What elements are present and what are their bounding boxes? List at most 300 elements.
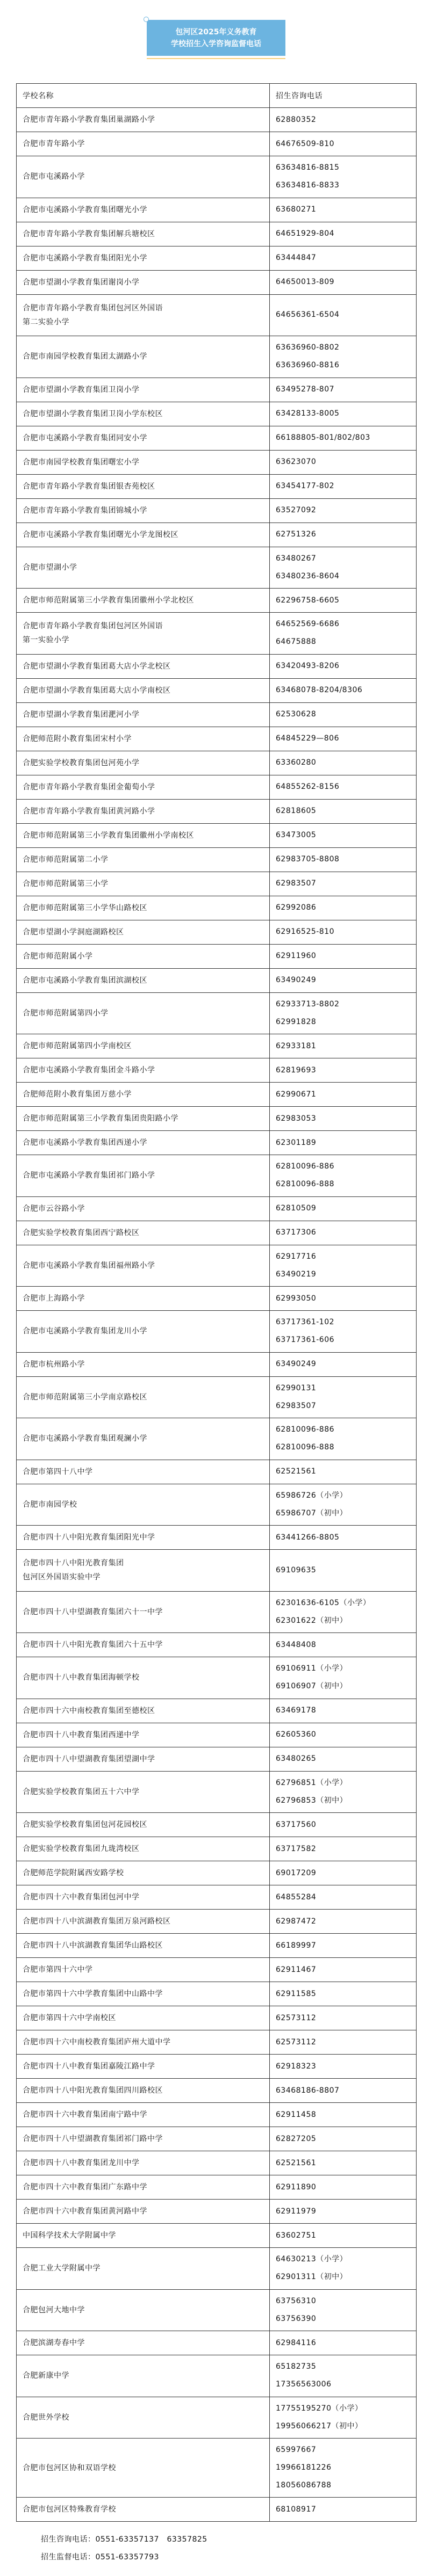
school-name: 合肥市四十八中阳光教育集团四川路校区 <box>23 2086 163 2095</box>
phone-number: 63480236-8604 <box>276 571 340 580</box>
school-name: 合肥市四十六中南校教育集团庐州大道中学 <box>23 2038 171 2047</box>
phone-cell <box>270 613 417 655</box>
school-name: 合肥市望湖小学 <box>23 563 77 572</box>
phone-number: 62301622（初中） <box>276 1616 348 1625</box>
school-name-cell <box>17 1083 270 1107</box>
school-name: 合肥新康中学 <box>23 2371 69 2381</box>
phone-cell <box>270 2289 417 2331</box>
phone-number: 63495278-807 <box>276 385 335 394</box>
phone-cell <box>270 2175 417 2200</box>
phone-number: 18056086788 <box>276 2481 332 2490</box>
table-row <box>17 246 417 270</box>
school-name: 合肥市望湖小学教育集团卫岗小学东校区 <box>23 409 163 418</box>
school-name: 合肥包河大地中学 <box>23 2305 85 2314</box>
phone-number: 63680271 <box>276 205 317 214</box>
phone-cell <box>270 1958 417 1982</box>
school-name: 合肥市师范附属第四小学南校区 <box>23 1042 132 1050</box>
phone-cell <box>270 1885 417 1910</box>
phone-number: 63441266-8805 <box>276 1533 340 1542</box>
table-row <box>17 2331 417 2355</box>
title-line-2: 学校招生入学咨询监督电话 <box>171 39 261 48</box>
table-row <box>17 474 417 498</box>
school-name-cell <box>17 1155 270 1197</box>
title-box <box>147 20 285 56</box>
phone-cell <box>270 1747 417 1771</box>
school-name: 合肥市四十八中阳光教育集团阳光中学 <box>23 1533 155 1542</box>
table-row <box>17 198 417 222</box>
phone-number: 62911890 <box>276 2182 317 2192</box>
phone-number: 62991828 <box>276 1017 317 1026</box>
phone-cell <box>270 654 417 678</box>
phone-number: 17356563006 <box>276 2380 332 2389</box>
phone-number: 63490219 <box>276 1269 317 1279</box>
phone-number: 63480267 <box>276 554 317 563</box>
table-row <box>17 1591 417 1633</box>
phone-number: 63634816-8815 <box>276 163 340 172</box>
table-row <box>17 1196 417 1221</box>
phone-number: 65997667 <box>276 2446 317 2454</box>
phone-number: 63623070 <box>276 458 317 466</box>
phone-cell <box>270 1460 417 1484</box>
school-name: 合肥市第四十六中学 <box>23 1965 93 1974</box>
phone-number: 62810509 <box>276 1204 317 1213</box>
phone-number: 62296758-6605 <box>276 596 340 605</box>
table-row <box>17 1034 417 1058</box>
phone-cell <box>270 968 417 992</box>
phone-number: 64656361-6504 <box>276 310 340 320</box>
table-row <box>17 1747 417 1771</box>
school-name-cell <box>17 1591 270 1633</box>
school-name-cell <box>17 1958 270 1982</box>
school-name: 合肥市四十六中教育集团广东路中学 <box>23 2183 147 2192</box>
school-name-cell <box>17 1376 270 1418</box>
phone-number: 63636960-8802 <box>276 343 340 352</box>
table-row <box>17 1813 417 1837</box>
phone-number: 19956066217（初中） <box>276 2421 363 2430</box>
phone-number: 65986726（小学） <box>276 1491 348 1500</box>
school-name-cell <box>17 222 270 246</box>
table-row <box>17 2127 417 2151</box>
table-row <box>17 1376 417 1418</box>
phone-cell <box>270 198 417 222</box>
phone-cell <box>270 702 417 727</box>
phone-number: 62819693 <box>276 1065 317 1075</box>
school-name-cell <box>17 498 270 523</box>
table-row <box>17 547 417 589</box>
school-name: 合肥市屯溪路小学教育集团西递小学 <box>23 1138 147 1147</box>
school-name-cell <box>17 474 270 498</box>
table-row <box>17 1311 417 1353</box>
school-name-cell <box>17 799 270 823</box>
phone-cell <box>270 1083 417 1107</box>
phone-cell <box>270 944 417 968</box>
school-name-cell <box>17 678 270 702</box>
school-name: 合肥市屯溪路小学教育集团观澜小学 <box>23 1434 147 1443</box>
school-name-cell <box>17 847 270 872</box>
table-row <box>17 1083 417 1107</box>
table-row <box>17 589 417 613</box>
phone-number: 62573112 <box>276 2013 317 2022</box>
phone-number: 64675888 <box>276 637 317 647</box>
table-row <box>17 1934 417 1958</box>
phone-number: 66189997 <box>276 1941 317 1950</box>
school-name-cell <box>17 402 270 426</box>
phone-cell <box>270 1982 417 2006</box>
school-name: 合肥市望湖小学教育集团谢岗小学 <box>23 278 140 287</box>
school-name-cell <box>17 2055 270 2079</box>
supervise-phone-line: 招生监督电话：0551-63357793 <box>41 2553 159 2562</box>
phone-number: 66188805-801/802/803 <box>276 433 370 442</box>
phone-number: 62990131 <box>276 1383 317 1392</box>
table-row <box>17 727 417 751</box>
phone-cell <box>270 1155 417 1197</box>
school-name-cell <box>17 1245 270 1287</box>
table-row <box>17 1418 417 1460</box>
school-name: 合肥市四十八中望湖教育集团六十一中学 <box>23 1607 163 1616</box>
table-row <box>17 1861 417 1885</box>
table-row <box>17 2103 417 2127</box>
phone-cell <box>270 1633 417 1657</box>
phone-cell <box>270 2200 417 2224</box>
school-name-cell <box>17 1526 270 1550</box>
phone-number: 62810096-888 <box>276 1180 335 1189</box>
phone-number: 62911458 <box>276 2110 317 2119</box>
school-name-cell <box>17 1885 270 1910</box>
school-name: 合肥市屯溪路小学教育集团阳光小学 <box>23 253 147 263</box>
school-name-cell <box>17 132 270 156</box>
phone-cell <box>270 589 417 613</box>
phone-cell <box>270 1131 417 1155</box>
school-name: 合肥实验学校教育集团包河花园校区 <box>23 1820 147 1829</box>
phone-cell <box>270 896 417 920</box>
phone-number: 63717560 <box>276 1820 317 1829</box>
school-name-cell <box>17 1861 270 1885</box>
school-name: 合肥市四十八中滨湖教育集团华山路校区 <box>23 1941 163 1950</box>
phone-number: 64845229—806 <box>276 734 339 743</box>
dot-ornament-icon <box>144 17 149 22</box>
phone-cell <box>270 2127 417 2151</box>
phone-number: 62983507 <box>276 1401 317 1410</box>
table-row <box>17 2248 417 2290</box>
table-row <box>17 2289 417 2331</box>
table-row <box>17 270 417 294</box>
phone-number: 62933181 <box>276 1041 317 1050</box>
phone-number: 63634816-8833 <box>276 181 340 190</box>
phone-cell <box>270 2006 417 2030</box>
phone-number: 62810096-888 <box>276 1443 335 1452</box>
table-row <box>17 1837 417 1861</box>
table-row <box>17 2055 417 2079</box>
school-name: 合肥市杭州路小学 <box>23 1360 85 1369</box>
phone-cell <box>270 1058 417 1083</box>
table-row <box>17 2006 417 2030</box>
table-row <box>17 2397 417 2439</box>
school-name-cell <box>17 1107 270 1131</box>
footer-contacts <box>41 2531 207 2566</box>
table-row <box>17 222 417 246</box>
school-name: 合肥市师范附属第四小学 <box>23 1008 109 1018</box>
phone-number: 65986707（初中） <box>276 1508 348 1518</box>
school-name-cell <box>17 1311 270 1353</box>
school-name-cell <box>17 450 270 474</box>
phone-cell <box>270 1311 417 1353</box>
phone-number: 63469178 <box>276 1706 317 1715</box>
phone-cell <box>270 1657 417 1699</box>
school-name-cell <box>17 1418 270 1460</box>
table-row <box>17 2439 417 2498</box>
table-row <box>17 823 417 847</box>
table-row <box>17 1058 417 1083</box>
phone-number: 62983053 <box>276 1114 317 1123</box>
school-name: 合肥市师范附属第三小学教育集团徽州小学北校区 <box>23 596 194 605</box>
phone-number: 69109635 <box>276 1565 317 1574</box>
phone-cell <box>270 2151 417 2175</box>
phone-cell <box>270 1699 417 1723</box>
phone-number: 63448408 <box>276 1640 317 1649</box>
table-row <box>17 613 417 655</box>
phone-number: 64651929-804 <box>276 229 335 238</box>
phone-number: 62810096-886 <box>276 1425 335 1434</box>
school-name-cell <box>17 968 270 992</box>
phone-number: 62987472 <box>276 1917 317 1926</box>
phone-number: 63473005 <box>276 831 317 839</box>
phone-cell <box>270 1910 417 1934</box>
table-row <box>17 1633 417 1657</box>
table-row <box>17 2030 417 2055</box>
school-name-cell <box>17 613 270 655</box>
table-row <box>17 920 417 944</box>
table-row <box>17 1352 417 1376</box>
table-row <box>17 1885 417 1910</box>
school-name: 合肥市师范附属第三小学华山路校区 <box>23 903 147 912</box>
school-name-cell <box>17 1934 270 1958</box>
school-name: 合肥市四十八中望湖教育集团望湖中学 <box>23 1754 155 1764</box>
table-row <box>17 751 417 775</box>
phone-cell <box>270 920 417 944</box>
phone-cell <box>270 2079 417 2103</box>
phone-cell <box>270 1934 417 1958</box>
phone-cell <box>270 222 417 246</box>
school-name: 合肥工业大学附属中学 <box>23 2264 101 2273</box>
phone-number: 63468078-8204/8306 <box>276 686 363 694</box>
phone-cell <box>270 1034 417 1058</box>
table-row <box>17 2079 417 2103</box>
phone-cell <box>270 2331 417 2355</box>
school-name-cell <box>17 2439 270 2498</box>
phone-number: 62521561 <box>276 1467 317 1476</box>
phone-number: 17755195270（小学） <box>276 2404 363 2413</box>
school-name: 合肥市望湖小学教育集团葛大店小学北校区 <box>23 662 171 671</box>
phone-cell <box>270 872 417 896</box>
phone-cell <box>270 1591 417 1633</box>
table-row <box>17 1771 417 1813</box>
table-row <box>17 2355 417 2397</box>
phone-cell <box>270 1196 417 1221</box>
phone-number: 62911979 <box>276 2207 317 2216</box>
phone-number: 63527092 <box>276 506 317 514</box>
school-name-cell <box>17 702 270 727</box>
table-row <box>17 2175 417 2200</box>
phone-cell <box>270 775 417 799</box>
school-name: 合肥市南园学校教育集团太湖路小学 <box>23 352 147 361</box>
school-name-cell <box>17 589 270 613</box>
phone-cell <box>270 270 417 294</box>
phone-number: 19966181226 <box>276 2463 332 2472</box>
phone-number: 62901311（初中） <box>276 2273 348 2282</box>
title-line-1: 包河区2025年义务教育 <box>175 27 257 37</box>
table-row <box>17 1958 417 1982</box>
title-underline <box>147 58 285 59</box>
table-row <box>17 1107 417 1131</box>
school-name: 合肥滨湖寿春中学 <box>23 2339 85 2347</box>
table-row <box>17 2200 417 2224</box>
phone-cell <box>270 847 417 872</box>
phone-number: 63717361-606 <box>276 1336 335 1345</box>
phone-cell <box>270 727 417 751</box>
school-name: 合肥市四十六中教育集团南宁路中学 <box>23 2110 147 2119</box>
school-name: 合肥市屯溪路小学教育集团福州路小学 <box>23 1261 155 1270</box>
school-name-cell <box>17 108 270 132</box>
phone-number: 62301636-6105（小学） <box>276 1598 371 1607</box>
school-name-cell <box>17 294 270 336</box>
phone-number: 62983705-8808 <box>276 855 340 863</box>
table-row <box>17 378 417 402</box>
phone-number: 69106907（初中） <box>276 1682 348 1691</box>
school-name-cell <box>17 1837 270 1861</box>
phone-cell <box>270 1245 417 1287</box>
school-name: 合肥市第四十六中学教育集团中山路中学 <box>23 1990 163 1998</box>
phone-cell <box>270 336 417 378</box>
table-row <box>17 523 417 547</box>
school-name-cell <box>17 727 270 751</box>
table-row <box>17 847 417 872</box>
header-phone: 招生咨询电话 <box>270 84 417 108</box>
table-row <box>17 450 417 474</box>
header-school-name: 学校名称 <box>17 84 270 108</box>
school-name: 合肥市师范附属第三小学教育集团徽州小学南校区 <box>23 831 194 840</box>
school-name: 合肥市屯溪路小学教育集团曙光小学 <box>23 205 147 214</box>
phone-cell <box>270 1107 417 1131</box>
school-name: 合肥世外学校 <box>23 2413 69 2422</box>
phone-number: 62810096-886 <box>276 1162 335 1171</box>
phone-number: 63360280 <box>276 758 317 767</box>
school-name: 合肥市屯溪路小学教育集团祁门路小学 <box>23 1171 155 1180</box>
phone-number: 64630213（小学） <box>276 2255 348 2264</box>
school-name: 合肥市上海路小学 <box>23 1294 85 1303</box>
table-row <box>17 1287 417 1311</box>
table-row <box>17 992 417 1034</box>
table-header-row <box>17 84 417 108</box>
school-name: 合肥市青年路小学教育集团黄河路小学 <box>23 807 155 816</box>
school-name-cell <box>17 1813 270 1837</box>
school-name: 合肥市师范附属第三小学 <box>23 879 109 888</box>
school-name: 合肥师范学院附属西安路学校 <box>23 1869 124 1877</box>
phone-number: 62796851（小学） <box>276 1778 348 1787</box>
school-name: 合肥市师范附属第三小学教育集团贵阳路小学 <box>23 1114 178 1123</box>
school-name: 合肥市四十八中滨湖教育集团万泉河路校区 <box>23 1917 171 1926</box>
school-name: 合肥市青年路小学教育集团金葡萄小学 <box>23 782 155 792</box>
table-row <box>17 132 417 156</box>
table-row <box>17 294 417 336</box>
school-name-cell <box>17 920 270 944</box>
phone-cell <box>270 402 417 426</box>
school-name: 合肥市四十八中阳光教育集团 <box>23 1559 124 1568</box>
school-name: 合肥市包河区协和双语学校 <box>23 2463 116 2472</box>
phone-cell <box>270 678 417 702</box>
phone-cell <box>270 799 417 823</box>
phone-number: 62827205 <box>276 2134 317 2143</box>
table-row <box>17 1484 417 1526</box>
table-row <box>17 2224 417 2248</box>
school-name-cell <box>17 1484 270 1526</box>
table-row <box>17 944 417 968</box>
phone-cell <box>270 156 417 198</box>
phone-number: 62918323 <box>276 2062 317 2071</box>
phone-number: 62916525-810 <box>276 927 335 936</box>
school-name-cell <box>17 1131 270 1155</box>
phone-cell <box>270 2397 417 2439</box>
school-contact-table <box>16 83 417 2522</box>
school-name-cell <box>17 1352 270 1376</box>
table-row <box>17 968 417 992</box>
phone-number: 62796853（初中） <box>276 1796 348 1805</box>
school-name-cell <box>17 2498 270 2522</box>
table-row <box>17 336 417 378</box>
phone-cell <box>270 2224 417 2248</box>
school-name-cell <box>17 1633 270 1657</box>
table-row <box>17 799 417 823</box>
school-name: 合肥市屯溪路小学教育集团曙光小学龙图校区 <box>23 530 178 539</box>
phone-number: 62521561 <box>276 2158 317 2167</box>
phone-cell <box>270 1837 417 1861</box>
school-name: 中国科学技术大学附属中学 <box>23 2231 116 2240</box>
phone-cell <box>270 1287 417 1311</box>
school-name: 合肥市四十八中教育集团嘉陵江路中学 <box>23 2062 155 2071</box>
phone-number: 63756310 <box>276 2296 317 2305</box>
phone-number: 63420493-8206 <box>276 662 340 670</box>
school-name-cell <box>17 1287 270 1311</box>
school-name-cell <box>17 2030 270 2055</box>
table-row <box>17 1460 417 1484</box>
phone-cell <box>270 1813 417 1837</box>
phone-cell <box>270 132 417 156</box>
school-name: 合肥市四十八中阳光教育集团六十五中学 <box>23 1641 163 1649</box>
phone-number: 63428133-8005 <box>276 409 340 418</box>
table-row <box>17 402 417 426</box>
phone-number: 62605360 <box>276 1730 317 1739</box>
school-name: 合肥市青年路小学教育集团巢湖路小学 <box>23 115 155 124</box>
school-name-cell <box>17 1771 270 1813</box>
school-name-cell <box>17 2151 270 2175</box>
phone-cell <box>270 1526 417 1550</box>
school-name-cell <box>17 378 270 402</box>
phone-number: 62911467 <box>276 1965 317 1974</box>
table-row <box>17 108 417 132</box>
school-name-cell <box>17 1058 270 1083</box>
phone-number: 63454177-802 <box>276 482 335 490</box>
phone-cell <box>270 108 417 132</box>
phone-cell <box>270 246 417 270</box>
table-row <box>17 1131 417 1155</box>
school-name-cell <box>17 992 270 1034</box>
phone-cell <box>270 823 417 847</box>
school-name-cell <box>17 1196 270 1221</box>
school-name: 包河区外国语实验中学 <box>23 1573 101 1582</box>
table-row <box>17 498 417 523</box>
school-name: 合肥市四十六中教育集团黄河路中学 <box>23 2207 147 2216</box>
phone-cell <box>270 751 417 775</box>
school-name: 合肥市屯溪路小学教育集团龙川小学 <box>23 1327 147 1336</box>
